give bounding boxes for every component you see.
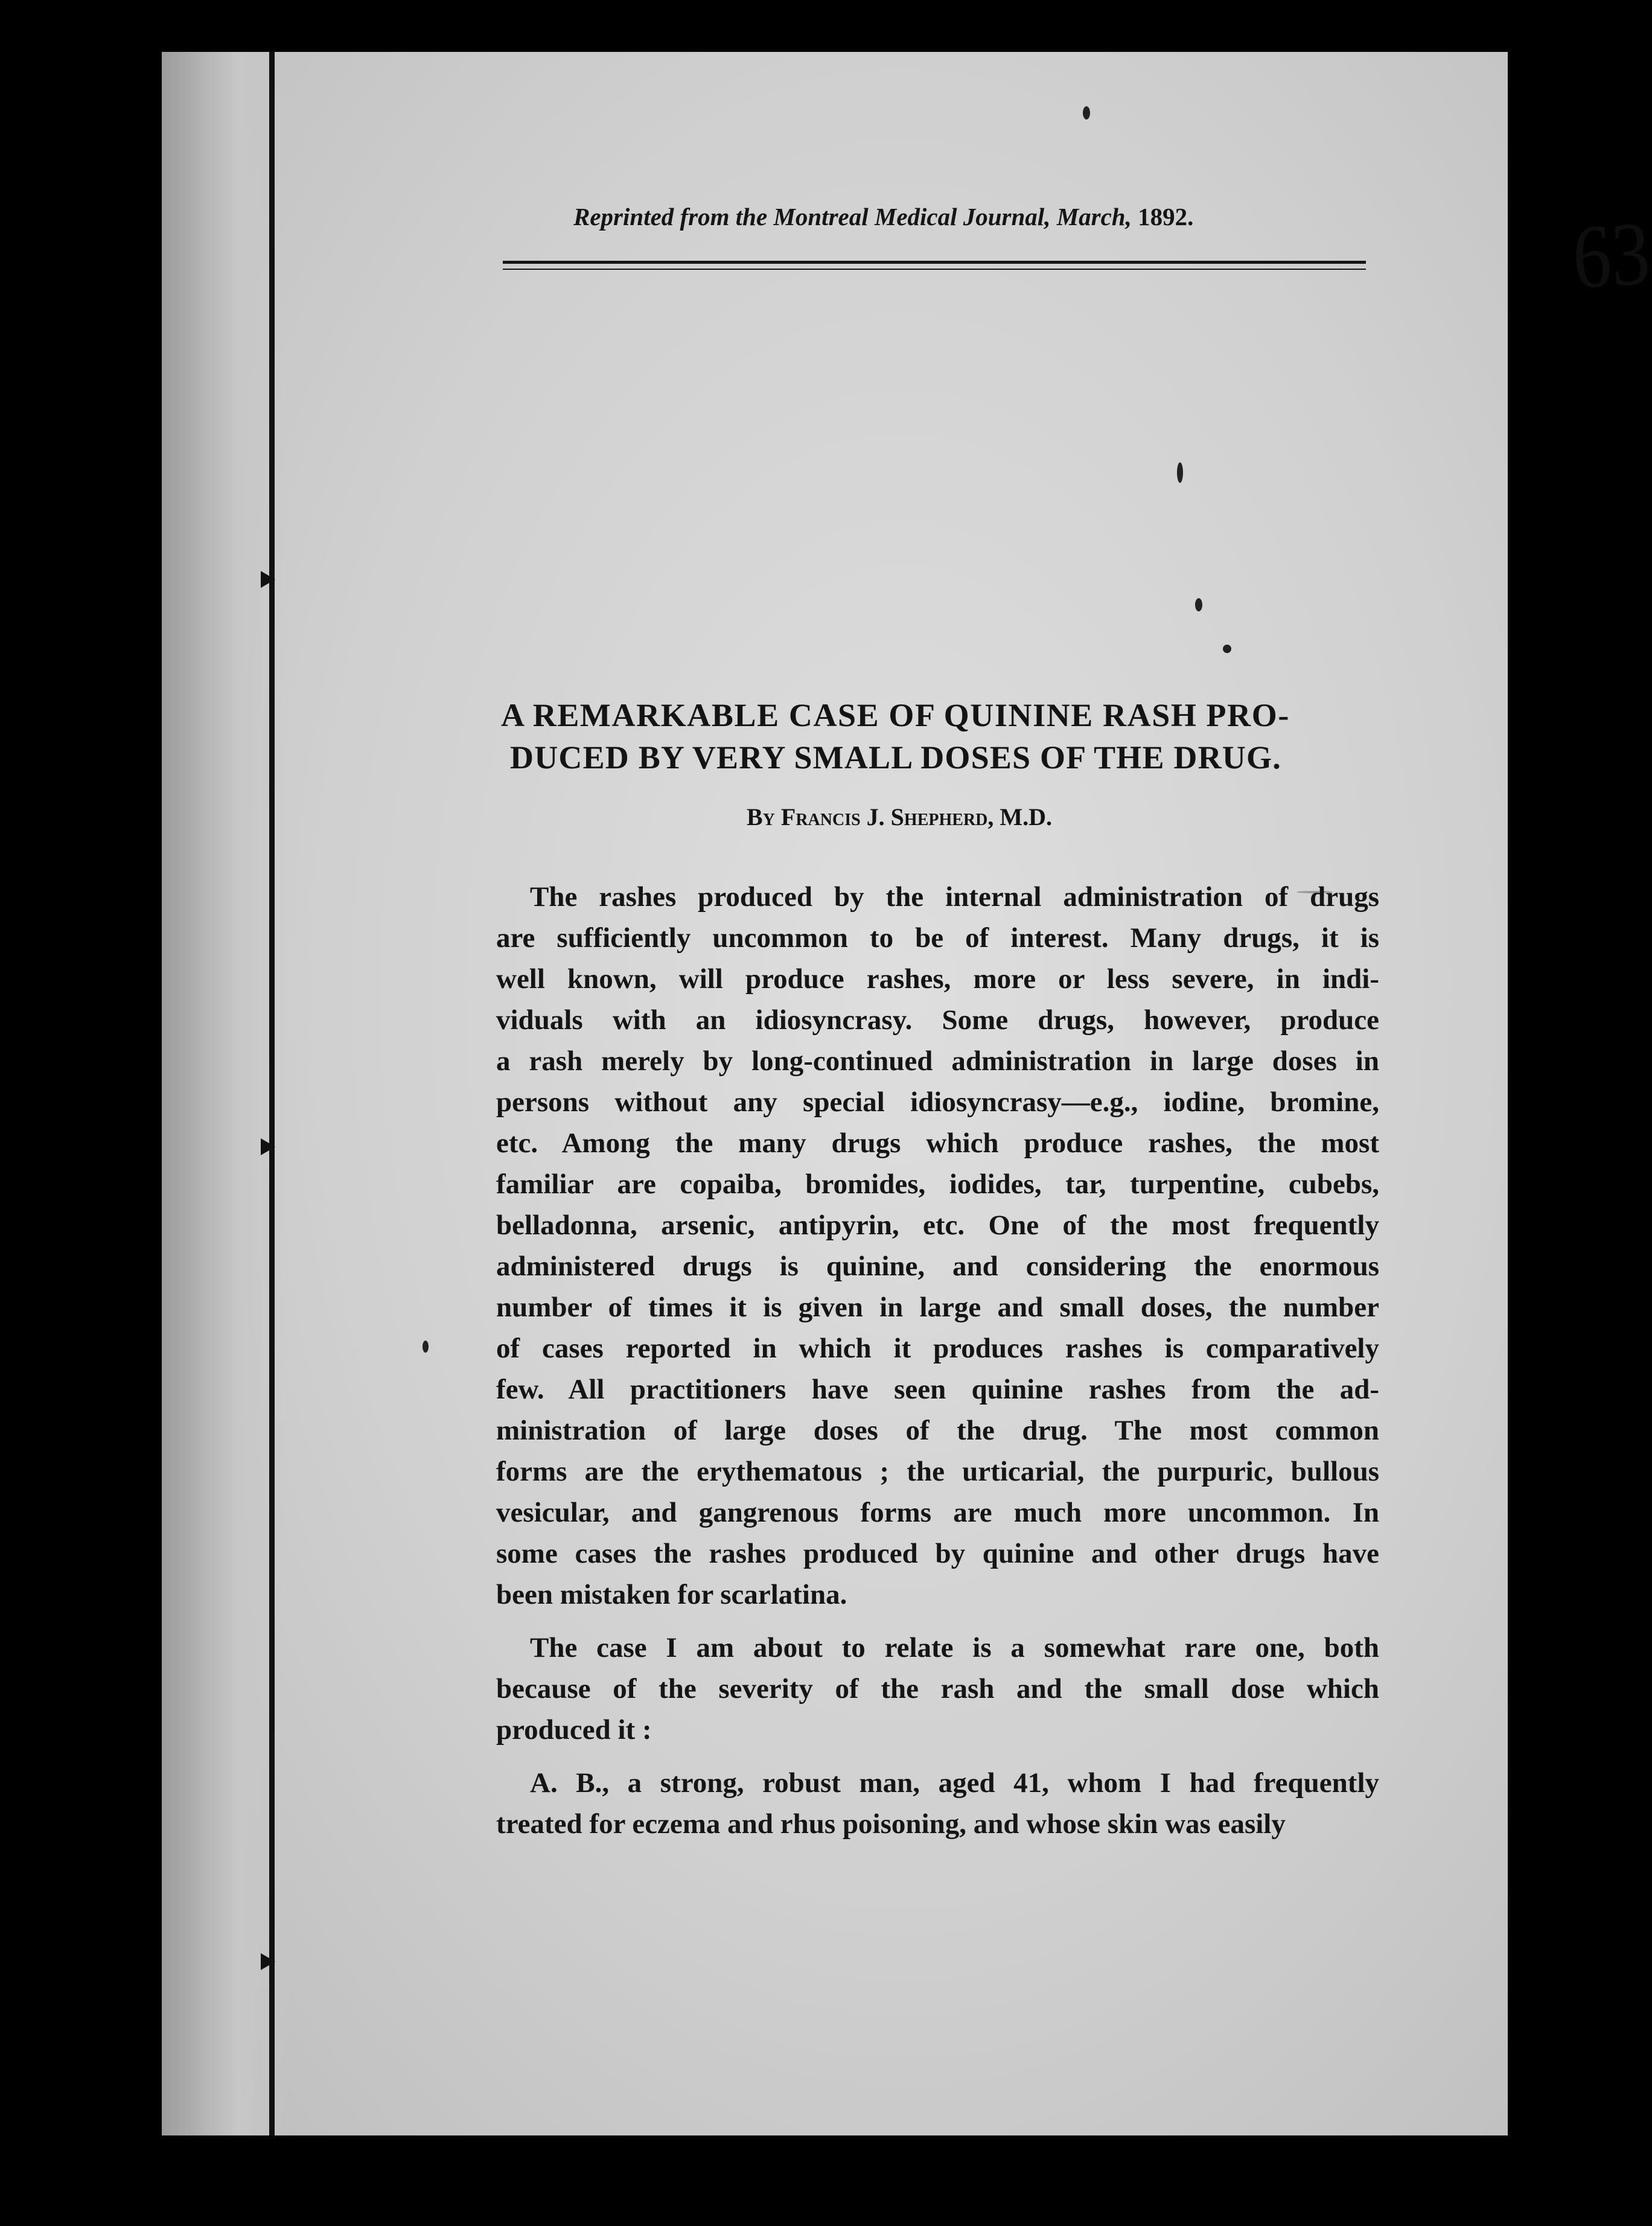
body-line: are sufficiently uncommon to be of interest. Many drugs, it is bbox=[496, 922, 1379, 954]
reprint-note bbox=[573, 202, 1193, 231]
body-line: belladonna, arsenic, antipyrin, etc. One of the most frequently bbox=[496, 1210, 1379, 1241]
binding-notch bbox=[261, 571, 275, 588]
body-line: well known, will produce rashes, more or less severe, in indi- bbox=[496, 963, 1379, 995]
author-byline: By Francis J. Shepherd, M.D. bbox=[747, 803, 1053, 831]
body-line: produced it : bbox=[496, 1714, 652, 1746]
body-line: of cases reported in which it produces rashes is comparatively bbox=[496, 1333, 1379, 1364]
body-line: The rashes produced by the internal administration of drugs bbox=[530, 881, 1379, 913]
body-line: A. B., a strong, robust man, aged 41, whom I had frequently bbox=[530, 1767, 1379, 1799]
body-line: a rash merely by long-continued administration in large doses in bbox=[496, 1045, 1379, 1077]
binding-notch bbox=[261, 1138, 275, 1155]
body-line: forms are the erythematous ; the urticarial, the purpuric, bullous bbox=[496, 1456, 1379, 1487]
reprint-source: Reprinted from the Montreal Medical Journal, March, bbox=[573, 203, 1132, 231]
article-title bbox=[501, 694, 1371, 779]
body-paragraph bbox=[496, 1762, 1379, 1845]
header-rule bbox=[503, 261, 1366, 264]
body-paragraph bbox=[496, 876, 1379, 1615]
article-body bbox=[496, 876, 1379, 1857]
body-line: The case I am about to relate is a somewhat rare one, both bbox=[530, 1632, 1379, 1663]
binding-edge bbox=[269, 52, 275, 2135]
title-line: DUCED BY VERY SMALL DOSES OF THE DRUG. bbox=[510, 739, 1281, 776]
body-line: etc. Among the many drugs which produce rashes, the most bbox=[496, 1127, 1379, 1159]
body-line: few. All practitioners have seen quinine rashes from the ad- bbox=[496, 1374, 1379, 1405]
body-line: treated for eczema and rhus poisoning, and whose skin was easily bbox=[496, 1808, 1286, 1840]
ink-speck bbox=[423, 1341, 429, 1353]
body-line: because of the severity of the rash and the small dose which bbox=[496, 1673, 1379, 1705]
handwritten-page-number: 63 bbox=[1571, 203, 1652, 308]
body-line: viduals with an idiosyncrasy. Some drugs, however, produce bbox=[496, 1004, 1379, 1036]
body-line: administered drugs is quinine, and considering the enormous bbox=[496, 1251, 1379, 1282]
ink-speck bbox=[1223, 645, 1231, 653]
body-paragraph bbox=[496, 1627, 1379, 1750]
body-line: some cases the rashes produced by quinine and other drugs have bbox=[496, 1538, 1379, 1569]
header-rule-thin bbox=[503, 269, 1366, 270]
body-line: number of times it is given in large and small doses, the number bbox=[496, 1292, 1379, 1323]
body-line: persons without any special idiosyncrasy—e.g., iodine, bromine, bbox=[496, 1086, 1379, 1118]
body-line: been mistaken for scarlatina. bbox=[496, 1579, 847, 1610]
body-line: vesicular, and gangrenous forms are much more uncommon. In bbox=[496, 1497, 1379, 1528]
ink-speck bbox=[1195, 598, 1202, 611]
ink-speck bbox=[1177, 462, 1183, 483]
body-line: ministration of large doses of the drug. The most common bbox=[496, 1415, 1379, 1446]
body-line: familiar are copaiba, bromides, iodides, tar, turpentine, cubebs, bbox=[496, 1169, 1379, 1200]
binding-notch bbox=[261, 1953, 275, 1970]
ink-speck bbox=[1083, 106, 1090, 120]
title-line: A REMARKABLE CASE OF QUININE RASH PRO- bbox=[501, 697, 1290, 733]
reprint-year: 1892. bbox=[1138, 203, 1194, 231]
